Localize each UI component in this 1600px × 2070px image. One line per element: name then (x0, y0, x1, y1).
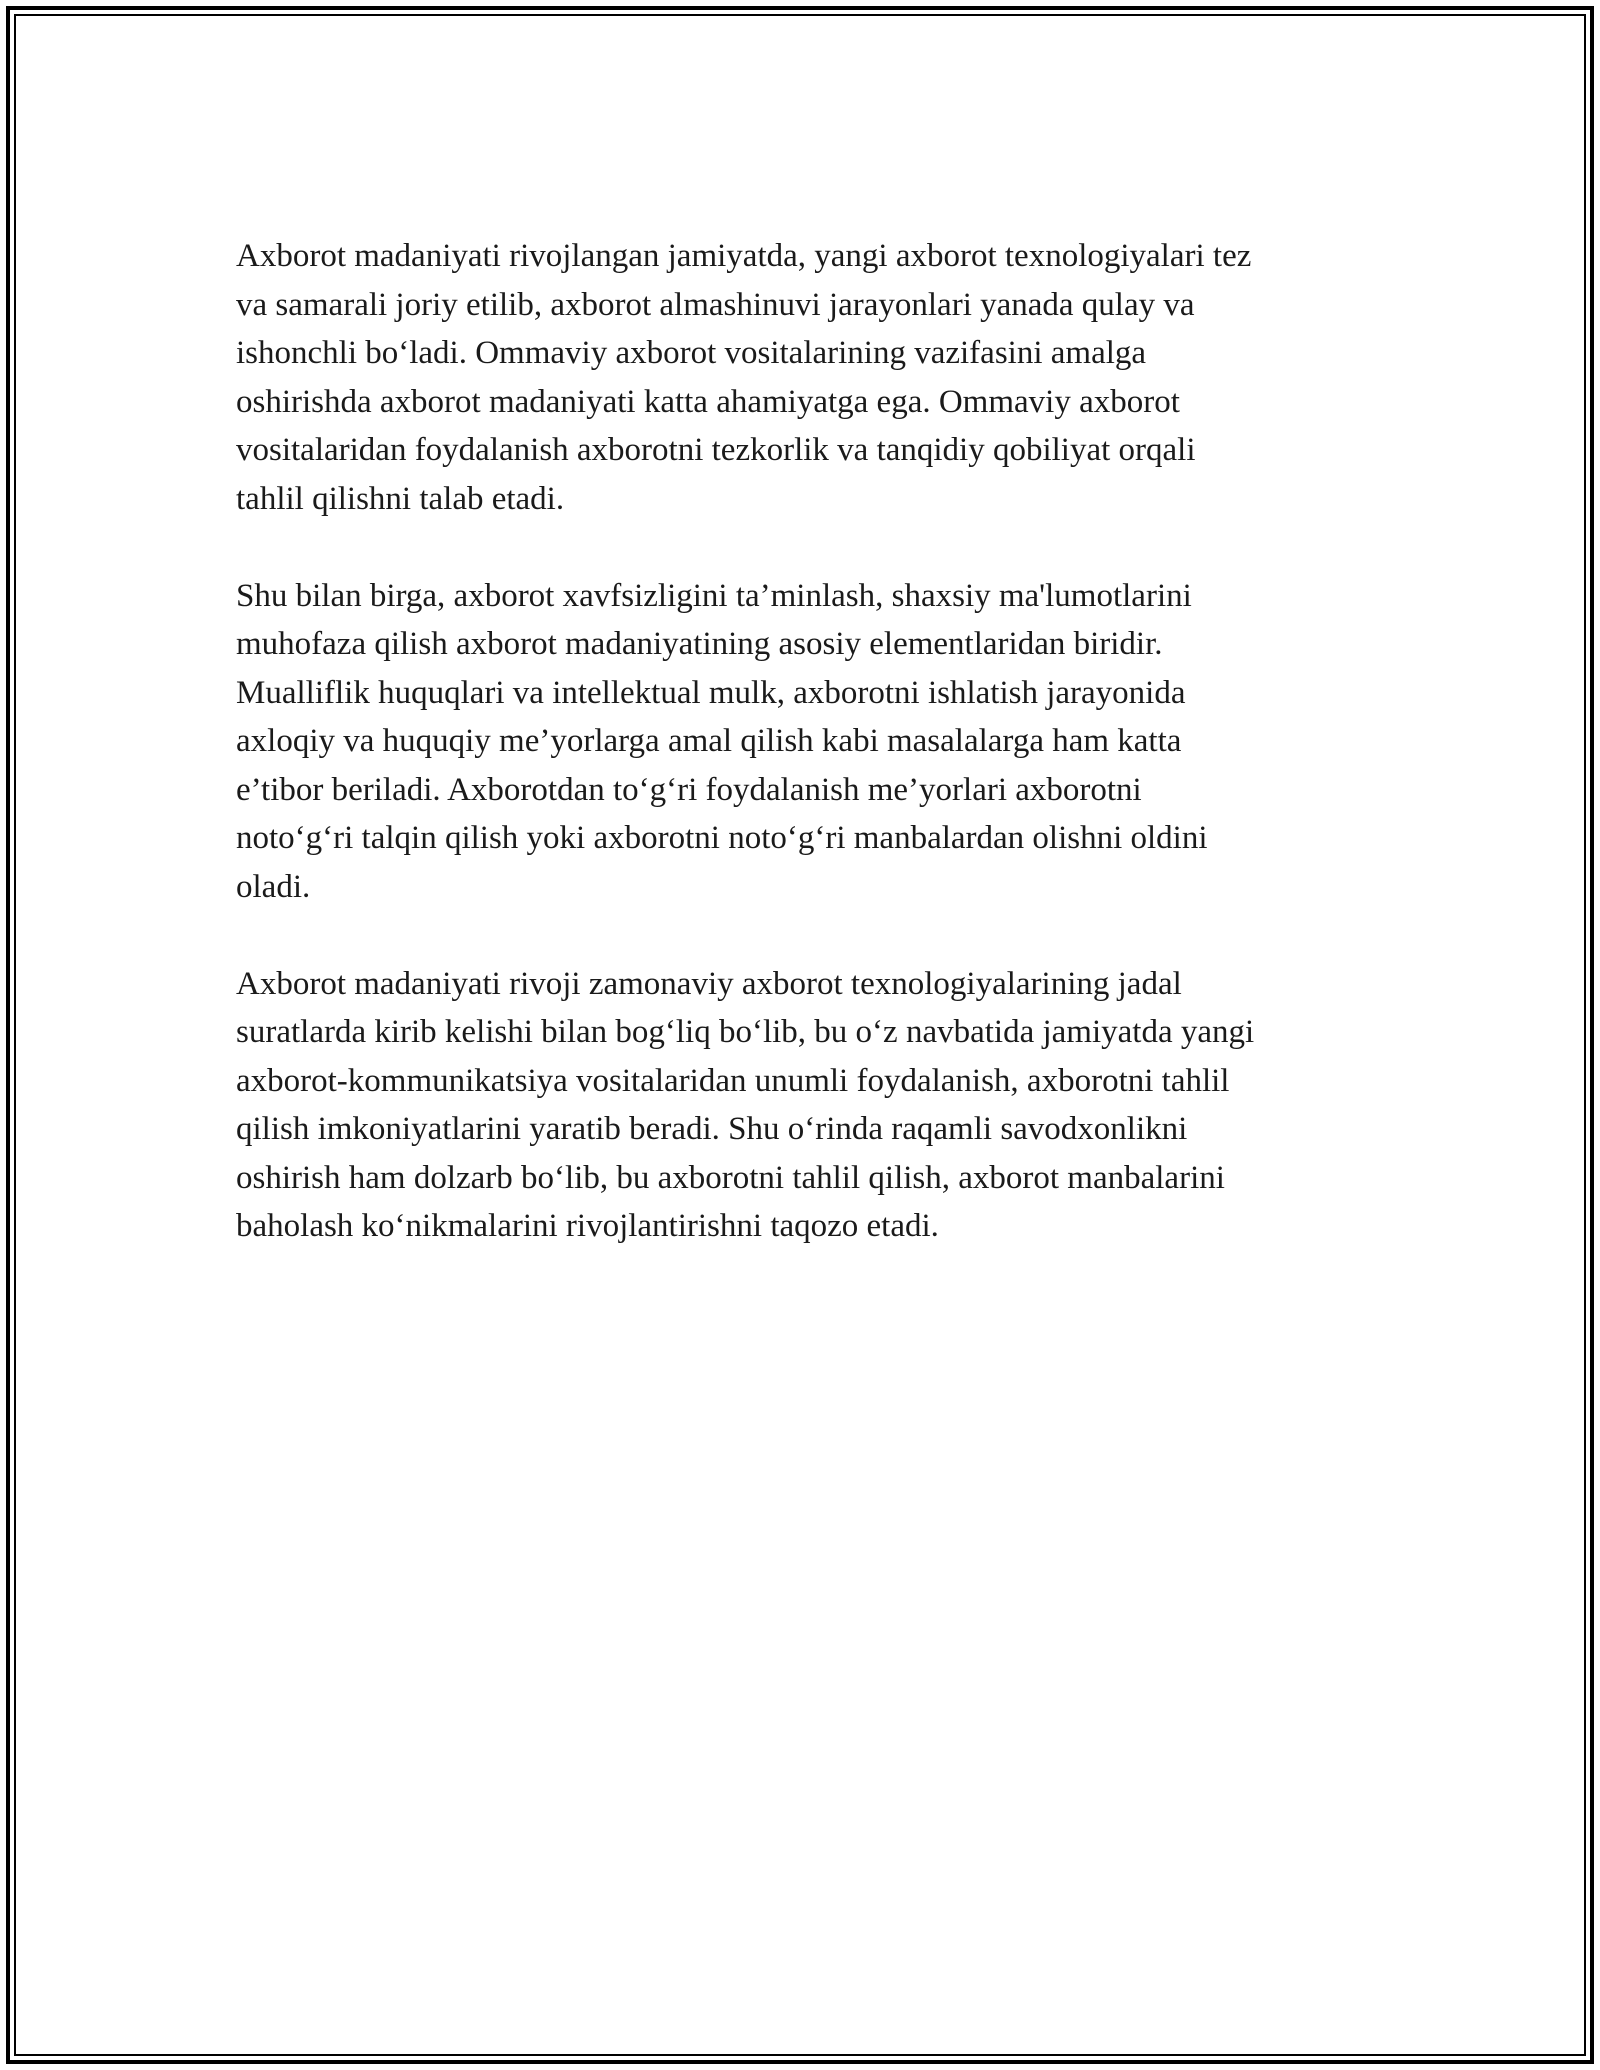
paragraph-2: Shu bilan birga, axborot xavfsizligini ta’minlash, shaxsiy ma'lumotlarini muhofaza qilish axborot madaniyatining asosiy elementlaridan biridir. Mualliflik huquqlari va intellektual mulk, axborotni ishlatish jarayonida axloqiy va huquqiy me’yorlarga amal qilish kabi masalalarga ham katta e’tibor beriladi. Axborotdan to‘g‘ri foydalanish me’yorlari axborotni noto‘g‘ri talqin qilish yoki axborotni noto‘g‘ri manbalardan olishni oldini oladi. (236, 577, 1208, 905)
paragraph-1: Axborot madaniyati rivojlangan jamiyatda, yangi axborot texnologiyalari tez va samarali joriy etilib, axborot almashinuvi jarayonlari yanada qulay va ishonchli bo‘ladi. Ommaviy axborot vositalarining vazifasini amalga oshirishda axborot madaniyati katta ahamiyatga ega. Ommaviy axborot vositalaridan foydalanish axborotni tezkorlik va tanqidiy qobiliyat orqali tahlil qilishni talab etadi. (236, 238, 1252, 517)
document-body (236, 232, 1386, 1299)
paragraph-3: Axborot madaniyati rivoji zamonaviy axborot texnologiyalarining jadal suratlarda kirib kelishi bilan bog‘liq bo‘lib, bu o‘z navbatida jamiyatda yangi axborot-kommunikatsiya vositalaridan unumli foydalanish, axborotni tahlil qilish imkoniyatlarini yaratib beradi. Shu o‘rinda raqamli savodxonlikni oshirish ham dolzarb bo‘lib, bu axborotni tahlil qilish, axborot manbalarini baholash ko‘nikmalarini rivojlantirishni taqozo etadi. (236, 965, 1255, 1244)
